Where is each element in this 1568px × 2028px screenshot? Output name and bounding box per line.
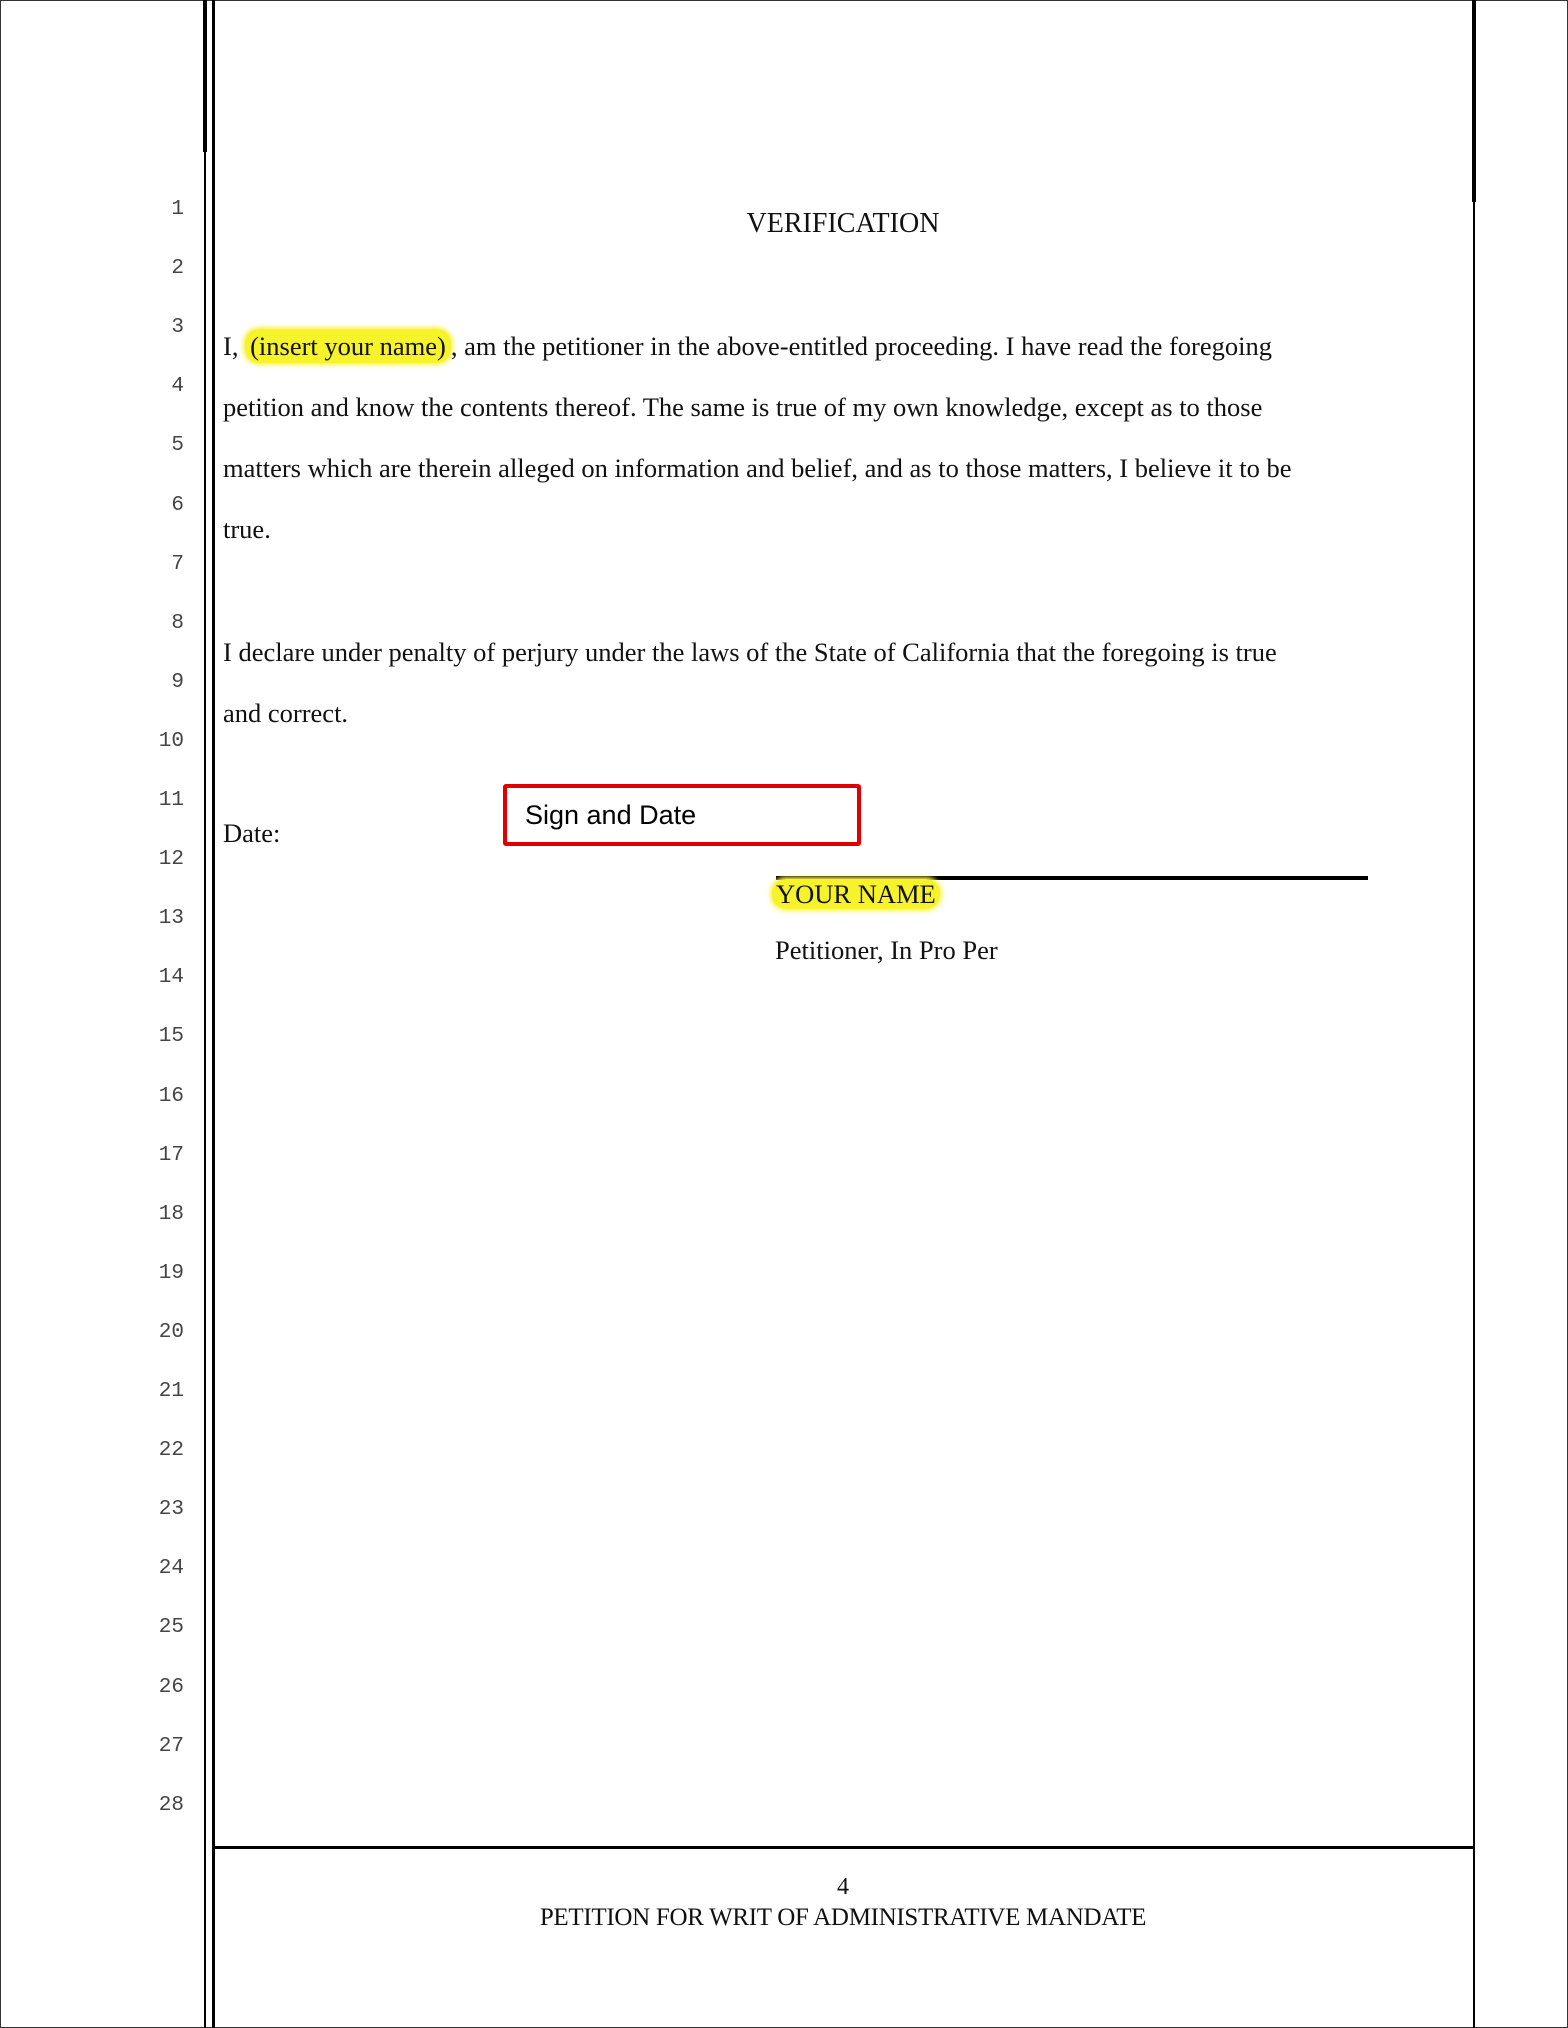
line-number: 4 xyxy=(171,375,184,399)
prefix-text: I, xyxy=(223,331,239,361)
sign-and-date-annotation[interactable] xyxy=(503,784,861,846)
right-margin-rule xyxy=(1473,202,1475,2028)
paragraph1-line4: true. xyxy=(223,514,271,544)
signature-name-highlight[interactable]: YOUR NAME xyxy=(772,879,940,909)
paragraph2-line1: I declare under penalty of perjury under the laws of the State of California that the foregoing is true xyxy=(223,637,1277,667)
line-number: 24 xyxy=(158,1557,184,1581)
line-number: 15 xyxy=(158,1025,184,1049)
footer-separator xyxy=(213,1846,1475,1849)
left-margin-rule-outer xyxy=(203,0,207,152)
page-number: 4 xyxy=(837,1874,849,1900)
line-number: 28 xyxy=(158,1793,184,1817)
date-label: Date: xyxy=(223,818,281,848)
left-margin-rule-outer xyxy=(204,152,206,2028)
line-number: 5 xyxy=(171,434,184,458)
line-number: 18 xyxy=(158,1202,184,1226)
line-number: 20 xyxy=(158,1320,184,1344)
paragraph1-line1 xyxy=(223,331,1272,362)
line-number: 11 xyxy=(158,789,184,812)
paragraph2-line2: and correct. xyxy=(223,698,349,728)
line-number: 10 xyxy=(158,729,184,753)
line-number: 26 xyxy=(158,1675,184,1699)
signature-role: Petitioner, In Pro Per xyxy=(775,935,998,965)
line-number: 23 xyxy=(158,1498,184,1522)
right-margin-rule xyxy=(1472,0,1476,202)
paragraph1-line2: petition and know the contents thereof. The same is true of my own knowledge, except as to those xyxy=(223,392,1263,422)
footer-document-title: PETITION FOR WRIT OF ADMINISTRATIVE MANDATE xyxy=(539,1904,1147,1931)
line-number: 3 xyxy=(171,316,184,340)
line-number: 19 xyxy=(158,1261,184,1285)
line-number: 16 xyxy=(158,1084,184,1108)
line-number: 12 xyxy=(158,848,184,872)
line-number: 9 xyxy=(171,670,184,694)
name-placeholder-highlight[interactable]: (insert your name) xyxy=(245,329,451,363)
line-number: 21 xyxy=(158,1380,184,1403)
left-margin-rule-inner xyxy=(212,0,215,2028)
line-number: 14 xyxy=(158,966,184,990)
line-number: 8 xyxy=(171,611,184,635)
line-number: 1 xyxy=(171,198,184,221)
paragraph1-line3: matters which are therein alleged on information and belief, and as to those matters, I believe it to be xyxy=(223,453,1292,483)
line-number: 17 xyxy=(158,1143,184,1167)
line-number: 2 xyxy=(171,257,184,281)
line-number: 27 xyxy=(158,1734,184,1758)
line-number: 25 xyxy=(158,1616,184,1640)
line-number: 6 xyxy=(171,493,184,517)
signature-name xyxy=(776,879,940,910)
paragraph1-line1-rest: , am the petitioner in the above-entitled proceeding. I have read the foregoing xyxy=(450,331,1273,361)
sign-and-date-label: Sign and Date xyxy=(525,800,697,830)
document-title: VERIFICATION xyxy=(746,208,940,239)
line-number: 13 xyxy=(158,907,184,931)
line-number: 22 xyxy=(158,1439,184,1463)
line-number: 7 xyxy=(171,552,184,576)
